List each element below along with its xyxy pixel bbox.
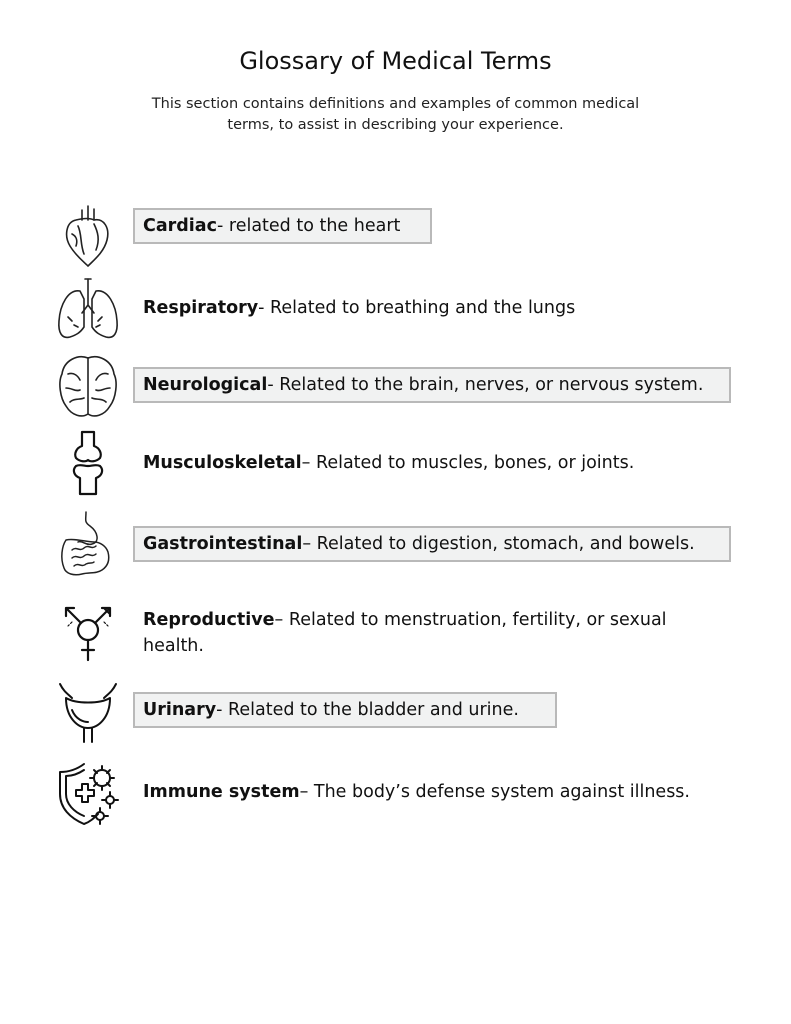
- heart-icon: [54, 200, 122, 268]
- bladder-icon: [54, 680, 122, 748]
- term-definition: - Related to the brain, nerves, or nervous system.: [267, 375, 704, 395]
- term-definition: – Related to muscles, bones, or joints.: [301, 453, 635, 473]
- term-entry: [143, 607, 723, 659]
- term-name: Immune system: [143, 782, 300, 802]
- term-entry: [143, 450, 634, 476]
- term-entry: [143, 295, 575, 321]
- term-name: Urinary: [143, 700, 217, 720]
- bone-joint-icon: [54, 430, 122, 498]
- term-entry: [143, 372, 703, 398]
- term-name: Cardiac: [143, 216, 217, 236]
- term-entry: [143, 697, 519, 723]
- term-definition: – Related to menstruation, fertility, or sexual health.: [143, 610, 667, 656]
- digestive-system-icon: [54, 510, 122, 578]
- immune-shield-icon: [54, 760, 122, 828]
- term-definition: - related to the heart: [217, 216, 401, 236]
- term-entry: [143, 213, 400, 239]
- term-entry: [143, 779, 690, 805]
- term-name: Respiratory: [143, 298, 259, 318]
- term-name: Gastrointestinal: [143, 534, 303, 554]
- term-definition: - Related to the bladder and urine.: [216, 700, 519, 720]
- term-definition: - Related to breathing and the lungs: [258, 298, 576, 318]
- gender-symbol-icon: [54, 598, 122, 666]
- term-name: Reproductive: [143, 610, 275, 630]
- lungs-icon: [54, 277, 122, 345]
- term-name: Musculoskeletal: [143, 453, 302, 473]
- page-title: Glossary of Medical Terms: [239, 47, 552, 75]
- term-name: Neurological: [143, 375, 268, 395]
- term-entry: [143, 531, 695, 557]
- term-definition: – The body’s defense system against illness.: [299, 782, 690, 802]
- page-subtitle: This section contains definitions and examples of common medical terms, to assist in describing your experience.: [151, 96, 640, 133]
- term-definition: – Related to digestion, stomach, and bowels.: [302, 534, 695, 554]
- brain-icon: [54, 352, 122, 420]
